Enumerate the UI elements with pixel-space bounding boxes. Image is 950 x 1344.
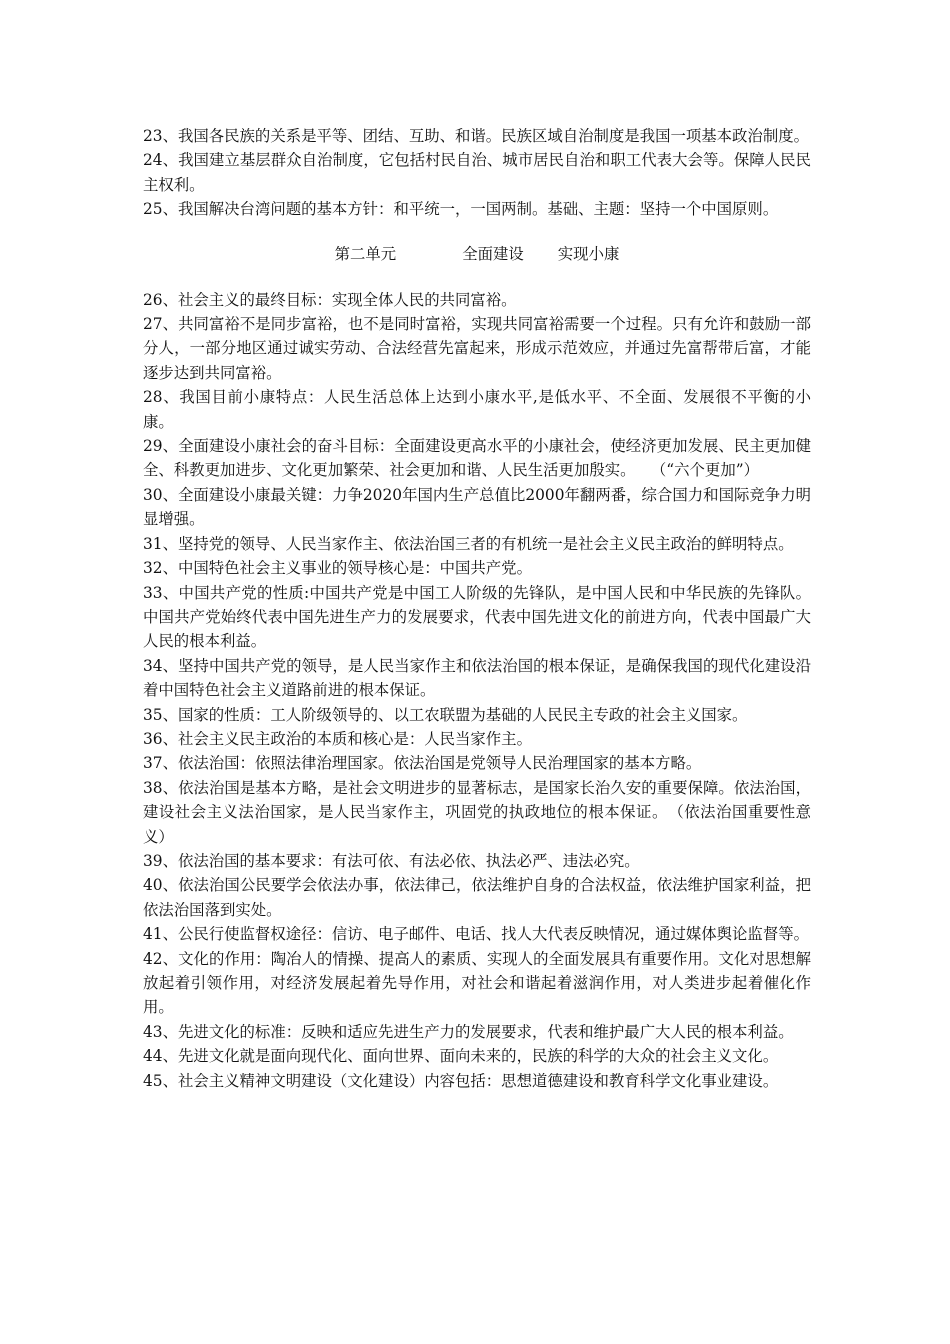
paragraph-37: 37、依法治国：依照法律治理国家。依法治国是党领导人民治理国家的基本方略。 [143,754,702,773]
paragraph-30: 30、全面建设小康最关键：力争2020年国内生产总值比2000年翻两番，综合国力和国际竞争力明显增强。 [143,485,811,529]
paragraph-45: 45、社会主义精神文明建设（文化建设）内容包括：思想道德建设和教育科学文化事业建设。 [143,1071,779,1090]
paragraph-24: 24、我国建立基层群众自治制度，它包括村民自治、城市居民自治和职工代表大会等。保障人民民主权利。 [143,151,811,194]
paragraph-23: 23、我国各民族的关系是平等、团结、互助、和谐。民族区域自治制度是我国一项基本政治制度。 [143,127,809,145]
paragraph-40: 40、依法治国公民要学会依法办事，依法律己，依法维护自身的合法权益，依法维护国家利益，把依法治国落到实处。 [143,876,811,919]
paragraph-38: 38、依法治国是基本方略，是社会文明进步的显著标志，是国家长治久安的重要保障。依法治国，建设社会主义法治国家，是人民当家作主，巩固党的执政地位的根本保证。 （依法治国重要性意义） [143,778,811,846]
paragraph-33: 33、中国共产党的性质:中国共产党是中国工人阶级的先锋队，是中国人民和中华民族的先锋队。中国共产党始终代表中国先进生产力的发展要求，代表中国先进文化的前进方向，代表中国最广大人民的根本利益。 [143,583,811,651]
paragraph-31: 31、坚持党的领导、人民当家作主、依法治国三者的有机统一是社会主义民主政治的鲜明特点。 [143,534,794,553]
paragraph-39: 39、依法治国的基本要求：有法可依、有法必依、执法必严、违法必究。 [143,851,640,870]
paragraph-41: 41、公民行使监督权途径：信访、电子邮件、电话、找人大代表反映情况，通过媒体舆论监督等。 [143,925,809,944]
section-top [143,124,811,222]
document-page [143,124,811,1093]
unit-heading-part2: 全面建设 [462,244,524,263]
paragraph-43: 43、先进文化的标准：反映和适应先进生产力的发展要求，代表和维护最广大人民的根本利益。 [143,1022,794,1041]
unit-heading-part1: 第二单元 [334,244,397,263]
paragraph-44: 44、先进文化就是面向现代化、面向世界、面向未来的，民族的科学的大众的社会主义文化。 [143,1047,779,1066]
paragraph-36: 36、社会主义民主政治的本质和核心是：人民当家作主。 [143,729,532,748]
unit-heading [143,242,811,266]
paragraph-42: 42、文化的作用：陶冶人的情操、提高人的素质、实现人的全面发展具有重要作用。文化对思想解放起着引领作用，对经济发展起着先导作用，对社会和谐起着滋润作用，对人类进步起着催化作用。 [143,949,811,1017]
paragraph-34: 34、坚持中国共产党的领导，是人民当家作主和依法治国的根本保证，是确保我国的现代化建设沿着中国特色社会主义道路前进的根本保证。 [143,656,811,700]
paragraph-26: 26、社会主义的最终目标：实现全体人民的共同富裕。 [143,290,517,309]
unit-heading-part3: 实现小康 [557,244,620,263]
paragraph-35: 35、国家的性质：工人阶级领导的、以工农联盟为基础的人民民主专政的社会主义国家。 [143,705,748,724]
paragraph-29: 29、全面建设小康社会的奋斗目标：全面建设更高水平的小康社会，使经济更加发展、民主更加健全、科教更加进步、文化更加繁荣、社会更加和谐、人民生活更加殷实。 （“六个更加”） [143,437,811,480]
section-main [143,288,811,1093]
paragraph-27: 27、共同富裕不是同步富裕，也不是同时富裕，实现共同富裕需要一个过程。只有允许和鼓励一部分人，一部分地区通过诚实劳动、合法经营先富起来，形成示范效应，并通过先富帮带后富，才能逐步达到共同富裕。 [143,315,811,382]
paragraph-25: 25、我国解决台湾问题的基本方针：和平统一，一国两制。基础、主题：坚持一个中国原则。 [143,200,779,219]
paragraph-28: 28、我国目前小康特点：人民生活总体上达到小康水平,是低水平、不全面、发展很不平衡的小康。 [143,388,811,431]
paragraph-32: 32、中国特色社会主义事业的领导核心是：中国共产党。 [143,559,532,578]
